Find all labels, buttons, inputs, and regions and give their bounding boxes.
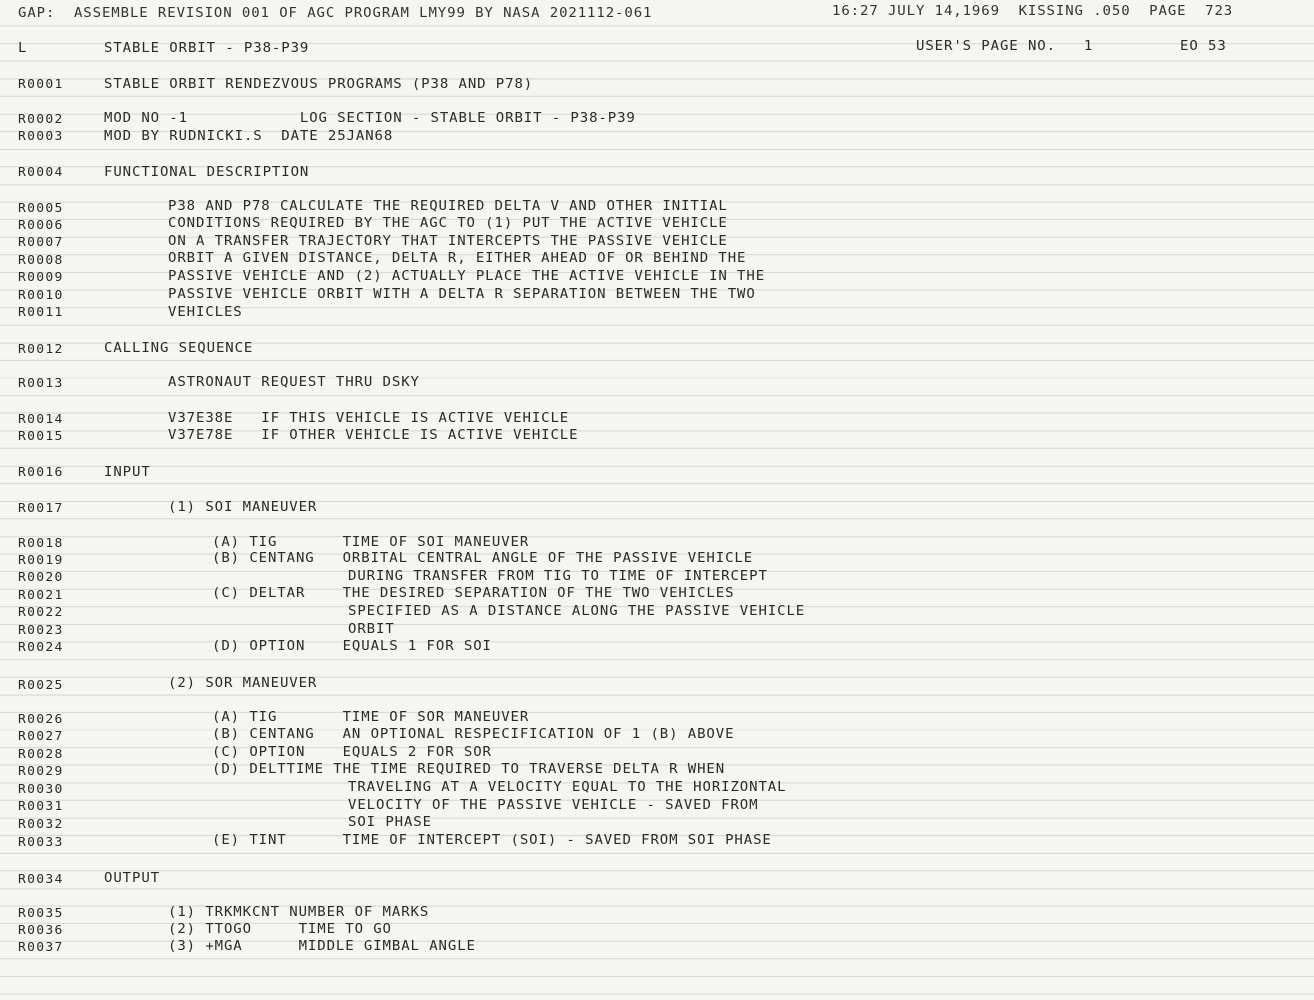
line-text: SOI PHASE (348, 815, 432, 830)
line-text: (B) CENTANG ORBITAL CENTRAL ANGLE OF THE PASSIVE VEHICLE (212, 551, 754, 566)
line-number: R0026 (18, 713, 64, 727)
line-text: MOD NO -1 LOG SECTION - STABLE ORBIT - P38-P39 (104, 111, 636, 126)
line-text: TRAVELING AT A VELOCITY EQUAL TO THE HORIZONTAL (348, 780, 787, 795)
line-text: OUTPUT (104, 871, 160, 886)
line-text: STABLE ORBIT RENDEZVOUS PROGRAMS (P38 AND P78) (104, 77, 534, 92)
line-number: R0006 (18, 219, 64, 233)
line-text: (D) OPTION EQUALS 1 FOR SOI (212, 639, 492, 654)
line-number: R0020 (18, 571, 64, 585)
line-number: R0014 (18, 413, 64, 427)
line-text: VELOCITY OF THE PASSIVE VEHICLE - SAVED FROM (348, 798, 759, 813)
line-number: R0033 (18, 836, 64, 850)
line-text: (2) SOR MANEUVER (168, 676, 318, 691)
line-text: MOD BY RUDNICKI.S DATE 25JAN68 (104, 129, 394, 144)
line-number: R0019 (18, 554, 64, 568)
line-number: R0013 (18, 377, 64, 391)
line-number: R0024 (18, 641, 64, 655)
line-number: R0030 (18, 783, 64, 797)
line-text: ASTRONAUT REQUEST THRU DSKY (168, 375, 420, 390)
user-page-number: USER'S PAGE NO. 1 (916, 39, 1094, 54)
line-text: (B) CENTANG AN OPTIONAL RESPECIFICATION OF 1 (B) ABOVE (212, 727, 735, 742)
line-number: R0007 (18, 236, 64, 250)
line-number: R0036 (18, 924, 64, 938)
line-number: R0021 (18, 589, 64, 603)
line-number: R0034 (18, 873, 64, 887)
line-text: ON A TRANSFER TRAJECTORY THAT INTERCEPTS THE PASSIVE VEHICLE (168, 234, 728, 249)
listing-marker: L (18, 41, 28, 56)
line-text: FUNCTIONAL DESCRIPTION (104, 165, 310, 180)
line-text: (1) SOI MANEUVER (168, 500, 318, 515)
line-text: ORBIT (348, 622, 395, 637)
line-number: R0012 (18, 343, 64, 357)
line-number: R0017 (18, 502, 64, 516)
eo-number: EO 53 (1180, 39, 1227, 54)
line-number: R0018 (18, 537, 64, 551)
line-text: PASSIVE VEHICLE AND (2) ACTUALLY PLACE THE ACTIVE VEHICLE IN THE (168, 269, 766, 284)
line-number: R0037 (18, 941, 64, 955)
run-timestamp: 16:27 JULY 14,1969 KISSING .050 PAGE 723 (832, 4, 1234, 19)
line-text: PASSIVE VEHICLE ORBIT WITH A DELTA R SEPARATION BETWEEN THE TWO (168, 287, 756, 302)
line-text: ORBIT A GIVEN DISTANCE, DELTA R, EITHER AHEAD OF OR BEHIND THE (168, 251, 747, 266)
line-text: (3) +MGA MIDDLE GIMBAL ANGLE (168, 939, 476, 954)
assembly-header: GAP: ASSEMBLE REVISION 001 OF AGC PROGRAM LMY99 BY NASA 2021112-061 (18, 6, 653, 21)
line-number: R0002 (18, 113, 64, 127)
line-number: R0031 (18, 800, 64, 814)
line-text: (1) TRKMKCNT NUMBER OF MARKS (168, 905, 430, 920)
line-text: CONDITIONS REQUIRED BY THE AGC TO (1) PUT THE ACTIVE VEHICLE (168, 216, 728, 231)
line-number: R0027 (18, 730, 64, 744)
line-text: INPUT (104, 465, 151, 480)
line-text: (C) OPTION EQUALS 2 FOR SOR (212, 745, 492, 760)
line-text: V37E78E IF OTHER VEHICLE IS ACTIVE VEHICLE (168, 428, 579, 443)
line-number: R0022 (18, 606, 64, 620)
line-text: (2) TTOGO TIME TO GO (168, 922, 392, 937)
line-number: R0023 (18, 624, 64, 638)
line-text: SPECIFIED AS A DISTANCE ALONG THE PASSIVE VEHICLE (348, 604, 806, 619)
line-number: R0004 (18, 166, 64, 180)
line-number: R0029 (18, 765, 64, 779)
line-number: R0025 (18, 679, 64, 693)
line-text: P38 AND P78 CALCULATE THE REQUIRED DELTA V AND OTHER INITIAL (168, 199, 728, 214)
line-number: R0001 (18, 78, 64, 92)
line-number: R0011 (18, 306, 64, 320)
line-text: (A) TIG TIME OF SOR MANEUVER (212, 710, 530, 725)
line-text: VEHICLES (168, 305, 243, 320)
line-number: R0035 (18, 907, 64, 921)
line-text: V37E38E IF THIS VEHICLE IS ACTIVE VEHICLE (168, 411, 570, 426)
line-text: (A) TIG TIME OF SOI MANEUVER (212, 535, 530, 550)
line-number: R0005 (18, 202, 64, 216)
line-number: R0010 (18, 289, 64, 303)
line-number: R0003 (18, 130, 64, 144)
line-text: (E) TINT TIME OF INTERCEPT (SOI) - SAVED FROM SOI PHASE (212, 833, 772, 848)
line-number: R0015 (18, 430, 64, 444)
line-text: (D) DELTTIME THE TIME REQUIRED TO TRAVERSE DELTA R WHEN (212, 762, 726, 777)
line-number: R0016 (18, 466, 64, 480)
line-text: CALLING SEQUENCE (104, 341, 254, 356)
section-title: STABLE ORBIT - P38-P39 (104, 41, 310, 56)
line-text: (C) DELTAR THE DESIRED SEPARATION OF THE TWO VEHICLES (212, 586, 735, 601)
line-number: R0032 (18, 818, 64, 832)
line-number: R0028 (18, 748, 64, 762)
line-text: DURING TRANSFER FROM TIG TO TIME OF INTERCEPT (348, 569, 768, 584)
line-number: R0008 (18, 254, 64, 268)
line-number: R0009 (18, 271, 64, 285)
